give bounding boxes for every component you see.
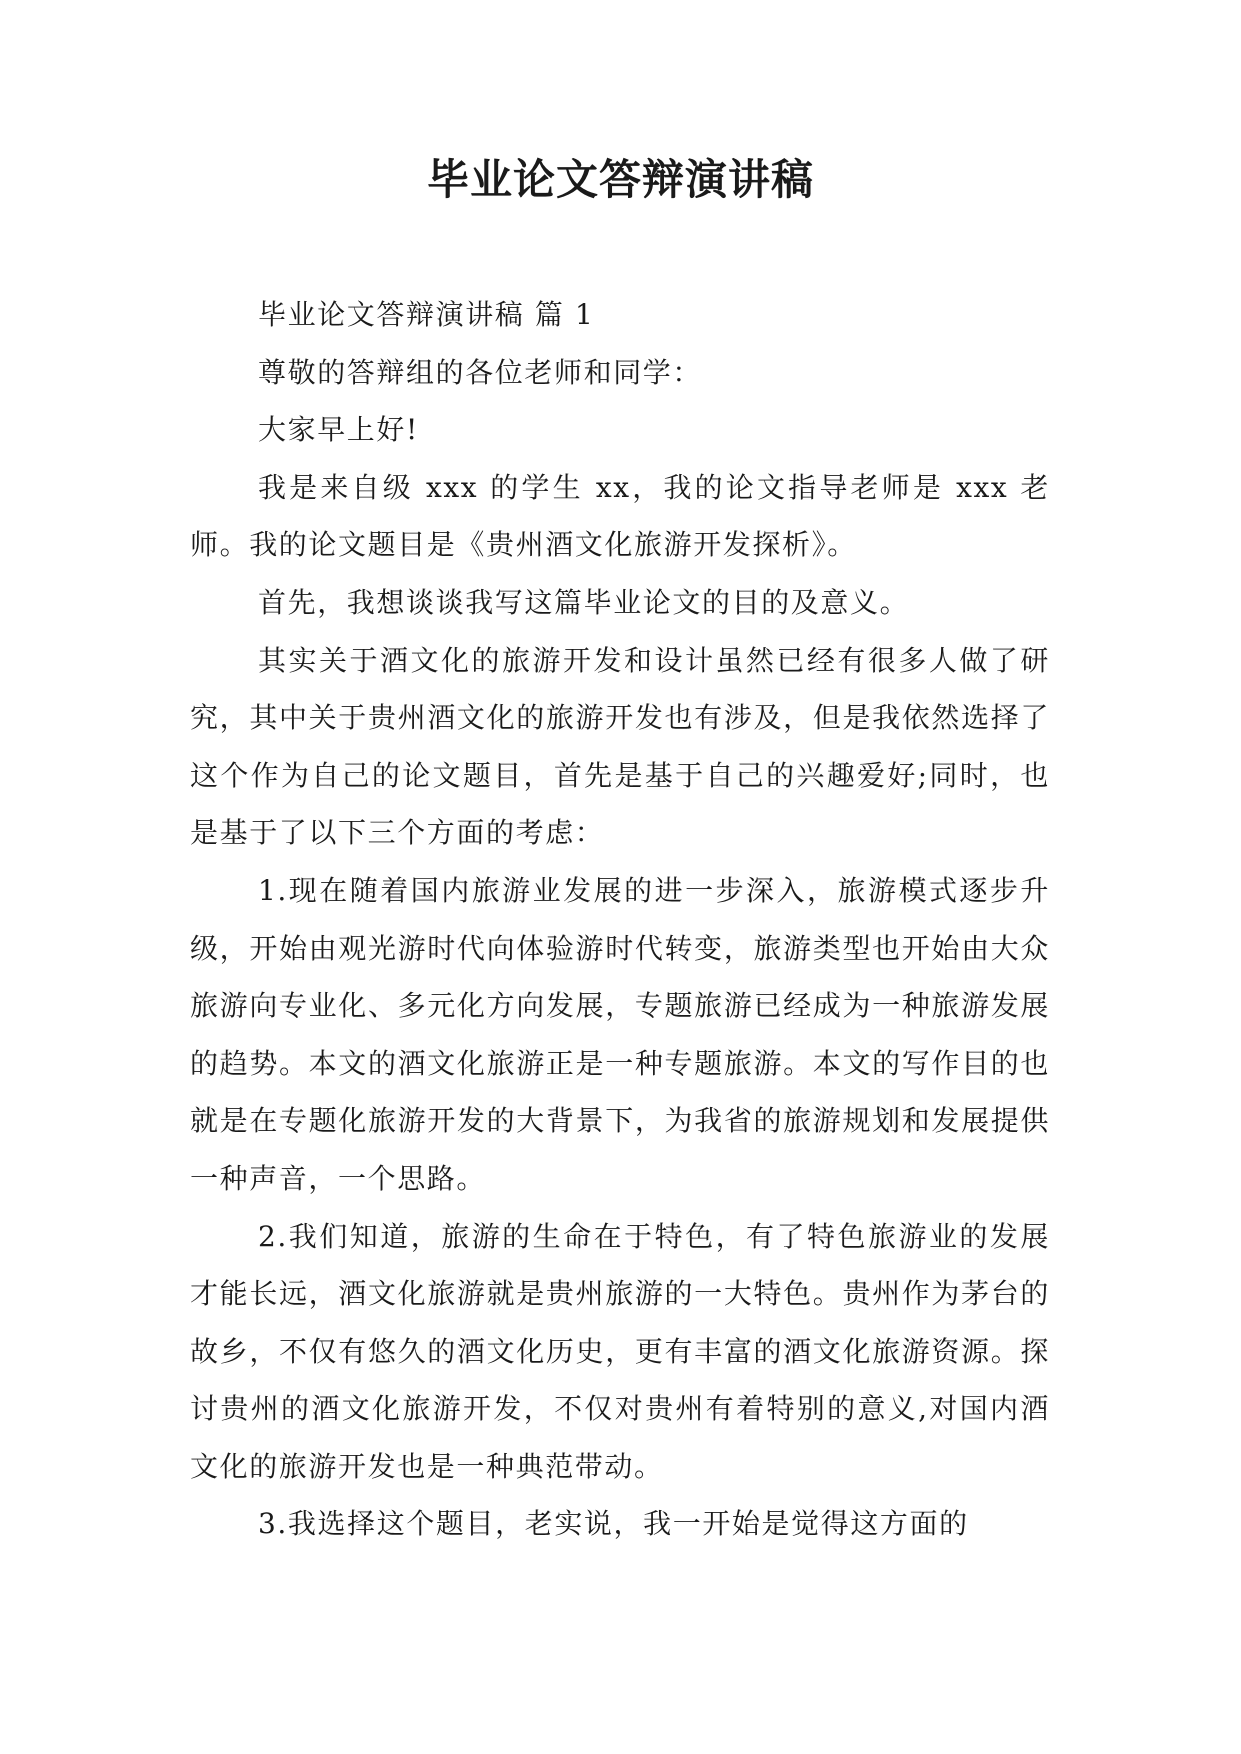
- paragraph-point-1: 1.现在随着国内旅游业发展的进一步深入，旅游模式逐步升级，开始由观光游时代向体验游时代转变，旅游类型也开始由大众旅游向专业化、多元化方向发展，专题旅游已经成为一种旅游发展的趋势。本文的酒文化旅游正是一种专题旅游。本文的写作目的也就是在专题化旅游开发的大背景下，为我省的旅游规划和发展提供一种声音，一个思路。: [190, 873, 1050, 1195]
- paragraph-heading: 毕业论文答辩演讲稿 篇 1: [258, 298, 595, 331]
- paragraph-background: 其实关于酒文化的旅游开发和设计虽然已经有很多人做了研究，其中关于贵州酒文化的旅游开发也有涉及，但是我依然选择了这个作为自己的论文题目，首先是基于自己的兴趣爱好;同时，也是基于了以下三个方面的考虑：: [190, 643, 1050, 850]
- document-body: [190, 286, 1050, 1553]
- paragraph-point-2: 2.我们知道，旅游的生命在于特色，有了特色旅游业的发展才能长远，酒文化旅游就是贵州旅游的一大特色。贵州作为茅台的故乡，不仅有悠久的酒文化历史，更有丰富的酒文化旅游资源。探讨贵州的酒文化旅游开发，不仅对贵州有着特别的意义,对国内酒文化的旅游开发也是一种典范带动。: [190, 1219, 1050, 1483]
- paragraph-greeting: 大家早上好!: [258, 413, 419, 447]
- paragraph-point-3: 3.我选择这个题目，老实说，我一开始是觉得这方面的: [258, 1507, 969, 1541]
- paragraph-purpose: 首先，我想谈谈我写这篇毕业论文的目的及意义。: [258, 585, 910, 619]
- document-title: 毕业论文答辩演讲稿: [426, 155, 814, 204]
- paragraph-salutation: 尊敬的答辩组的各位老师和同学：: [258, 355, 703, 389]
- paragraph-introduction: 我是来自级 xxx 的学生 xx，我的论文指导老师是 xxx 老师。我的论文题目是《贵州酒文化旅游开发探析》。: [190, 470, 1050, 562]
